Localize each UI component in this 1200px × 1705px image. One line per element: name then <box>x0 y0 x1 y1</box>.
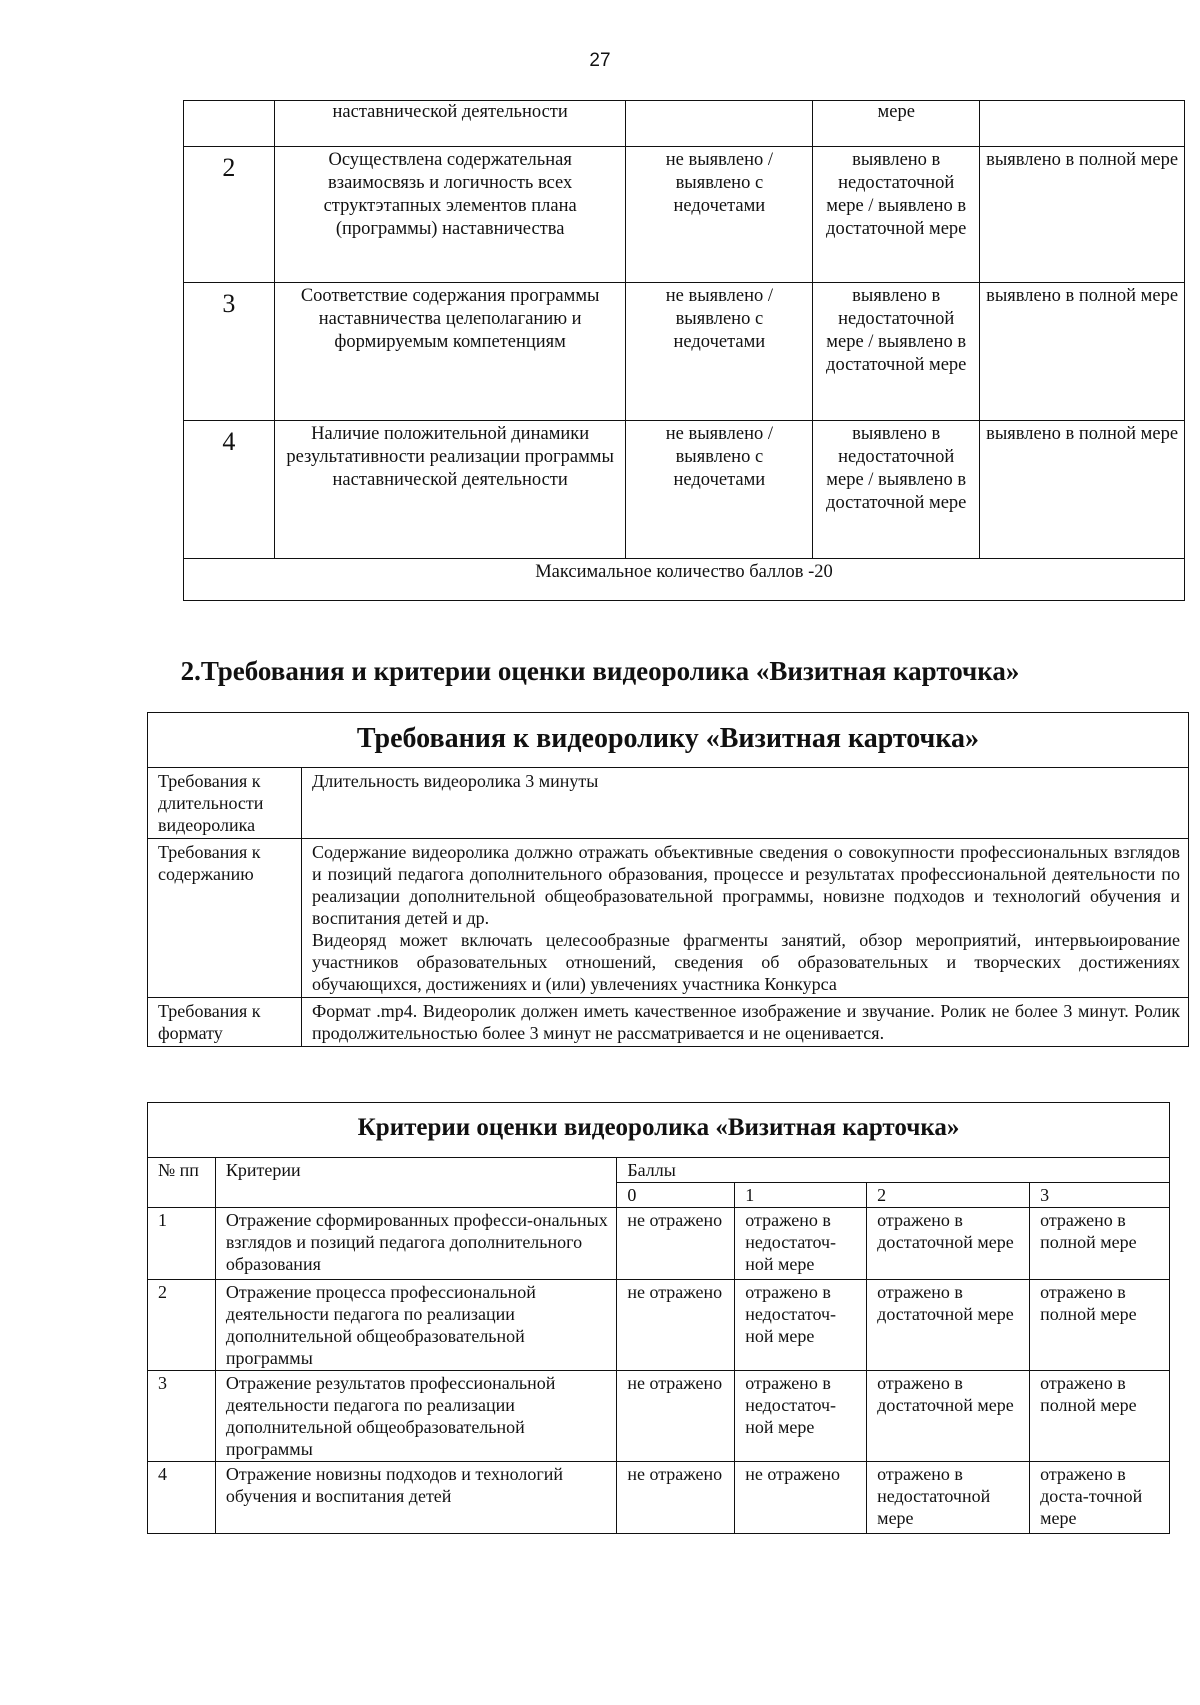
score-cell: не отражено <box>617 1462 735 1534</box>
criteria-title: Критерии оценки видеоролика «Визитная карточка» <box>148 1103 1170 1158</box>
table-row <box>184 421 1185 559</box>
table-row <box>148 998 1189 1047</box>
row-number: 4 <box>184 421 275 559</box>
requirement-label: Требования к содержанию <box>148 839 302 998</box>
score-cell: не выявлено / выявлено с недочетами <box>626 147 813 283</box>
row-number: 2 <box>184 147 275 283</box>
score-cell: выявлено в недостаточной мере / выявлено в достаточной мере <box>813 283 980 421</box>
requirement-label: Требования к формату <box>148 998 302 1047</box>
row-number <box>184 101 275 147</box>
requirements-title: Требования к видеоролику «Визитная карточка» <box>148 713 1189 768</box>
score-cell: не отражено <box>617 1208 735 1280</box>
section-heading: 2.Требования и критерии оценки видеоролика «Визитная карточка» <box>180 656 1020 686</box>
score-cell: выявлено в полной мере <box>980 421 1185 559</box>
criterion-header: Критерии <box>215 1158 616 1208</box>
criterion-cell: Отражение новизны подходов и технологий обучения и воспитания детей <box>215 1462 616 1534</box>
score-cell: отражено в достаточной мере <box>867 1208 1030 1280</box>
table-row <box>148 1280 1170 1371</box>
score-cell: отражено в недостаточ-ной мере <box>735 1371 867 1462</box>
score-value-header: 0 <box>617 1183 735 1208</box>
requirement-text: Формат .mp4. Видеоролик должен иметь качественное изображение и звучание. Ролик не более 3 минут. Ролик продолжительностью более 3 минут не рассматривается и не оценивается. <box>302 998 1189 1047</box>
score-cell: отражено в полной мере <box>1030 1208 1170 1280</box>
table-row <box>148 1371 1170 1462</box>
score-cell: выявлено в полной мере <box>980 283 1185 421</box>
max-score-cell: Максимальное количество баллов -20 <box>184 559 1185 601</box>
score-cell: не выявлено / выявлено с недочетами <box>626 283 813 421</box>
score-cell: отражено в доста-точной мере <box>1030 1462 1170 1534</box>
table-row <box>184 559 1185 601</box>
criterion-cell: Наличие положительной динамики результативности реализации программы наставнической деятельности <box>274 421 626 559</box>
requirement-text: Содержание видеоролика должно отражать объективные сведения о совокупности профессиональных взглядов и позиций педагога дополнительного образования, процессе и результатах профессиональной деятельности по реализации дополнительной общеобразовательной программы, новизне подходов и технологий обучения и воспитания детей и др. Видеоряд может включать целесообразные фрагменты занятий, обзор мероприятий, интервьюирование участников образовательных отношений, сведения об образовательных и творческих достижениях обучающихся, достижениях и (или) увлечениях участника Конкурса <box>302 839 1189 998</box>
table-row <box>148 839 1189 998</box>
criterion-cell: наставнической деятельности <box>274 101 626 147</box>
scores-header: Баллы <box>617 1158 1170 1183</box>
score-cell: выявлено в полной мере <box>980 147 1185 283</box>
score-cell: мере <box>813 101 980 147</box>
criterion-cell: Отражение процесса профессиональной деятельности педагога по реализации дополнительной общеобразовательной программы <box>215 1280 616 1371</box>
row-number: 3 <box>148 1371 216 1462</box>
table-row <box>148 1208 1170 1280</box>
criterion-cell: Соответствие содержания программы наставничества целеполаганию и формируемым компетенциям <box>274 283 626 421</box>
requirement-text: Длительность видеоролика 3 минуты <box>302 768 1189 839</box>
row-number: 4 <box>148 1462 216 1534</box>
row-number: 1 <box>148 1208 216 1280</box>
requirement-label: Требования к длительности видеоролика <box>148 768 302 839</box>
score-cell <box>626 101 813 147</box>
video-criteria-table <box>147 1102 1170 1534</box>
row-number: 3 <box>184 283 275 421</box>
score-cell: выявлено в недостаточной мере / выявлено в достаточной мере <box>813 147 980 283</box>
score-cell: выявлено в недостаточной мере / выявлено в достаточной мере <box>813 421 980 559</box>
score-cell: отражено в достаточной мере <box>867 1371 1030 1462</box>
criterion-cell: Отражение результатов профессиональной деятельности педагога по реализации дополнительной общеобразовательной программы <box>215 1371 616 1462</box>
video-requirements-table <box>147 712 1189 1047</box>
criterion-cell: Осуществлена содержательная взаимосвязь и логичность всех структэтапных элементов плана (программы) наставничества <box>274 147 626 283</box>
score-value-header: 2 <box>867 1183 1030 1208</box>
score-cell: отражено в полной мере <box>1030 1280 1170 1371</box>
score-value-header: 3 <box>1030 1183 1170 1208</box>
num-header: № пп <box>148 1158 216 1208</box>
mentoring-criteria-table <box>183 100 1185 601</box>
score-cell: отражено в недостаточ-ной мере <box>735 1280 867 1371</box>
score-cell: отражено в полной мере <box>1030 1371 1170 1462</box>
score-cell: не отражено <box>617 1280 735 1371</box>
score-cell: не отражено <box>735 1462 867 1534</box>
table-row <box>184 147 1185 283</box>
score-cell: не отражено <box>617 1371 735 1462</box>
table-row <box>184 283 1185 421</box>
row-number: 2 <box>148 1280 216 1371</box>
score-value-header: 1 <box>735 1183 867 1208</box>
table-row <box>148 1462 1170 1534</box>
criterion-cell: Отражение сформированных професси-ональных взглядов и позиций педагога дополнительного образования <box>215 1208 616 1280</box>
score-cell: отражено в недостаточ-ной мере <box>735 1208 867 1280</box>
score-cell <box>980 101 1185 147</box>
score-cell: отражено в недостаточной мере <box>867 1462 1030 1534</box>
page-number: 27 <box>589 50 611 71</box>
table-row <box>184 101 1185 147</box>
score-cell: не выявлено / выявлено с недочетами <box>626 421 813 559</box>
header-row <box>148 1158 1170 1183</box>
table-row <box>148 768 1189 839</box>
score-cell: отражено в достаточной мере <box>867 1280 1030 1371</box>
table-header-row <box>148 713 1189 768</box>
table-header-row <box>148 1103 1170 1158</box>
